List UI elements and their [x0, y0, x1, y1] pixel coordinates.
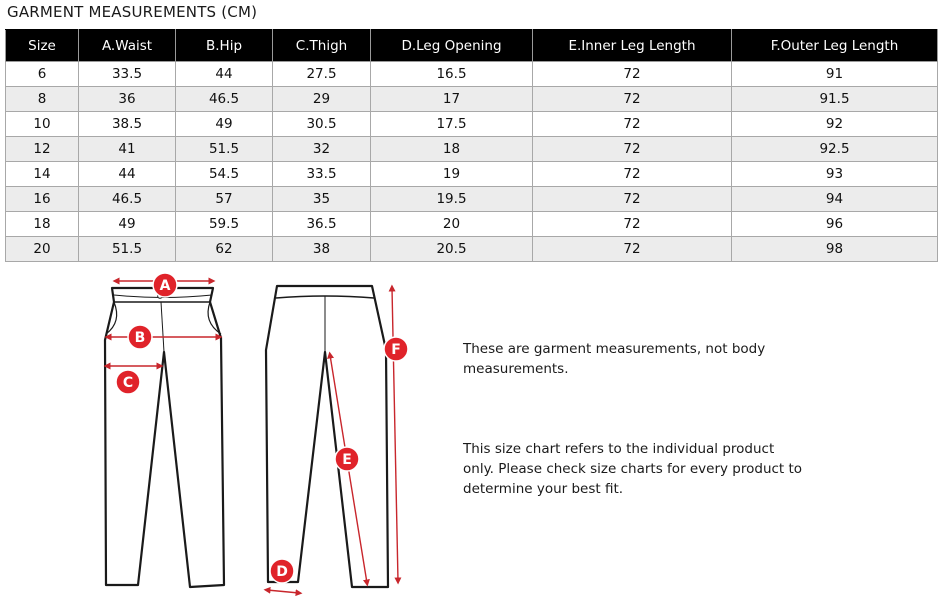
table-cell: 46.5 [176, 87, 273, 112]
table-cell: 72 [533, 62, 732, 87]
pants-front-view [105, 288, 224, 587]
page-title: GARMENT MEASUREMENTS (CM) [7, 3, 258, 21]
table-cell: 30.5 [273, 112, 371, 137]
table-cell: 44 [79, 162, 176, 187]
table-cell: 18 [371, 137, 533, 162]
marker-c-label: C [122, 375, 134, 391]
marker-d [270, 559, 294, 583]
table-cell: 35 [273, 187, 371, 212]
table-cell: 32 [273, 137, 371, 162]
table-cell: 17.5 [371, 112, 533, 137]
table-cell: 51.5 [79, 237, 176, 262]
table-cell: 59.5 [176, 212, 273, 237]
table-cell: 49 [176, 112, 273, 137]
table-cell: 20 [6, 237, 79, 262]
marker-b-label: B [134, 330, 146, 346]
table-cell: 33.5 [273, 162, 371, 187]
marker-a-label: A [159, 278, 171, 294]
table-cell: 51.5 [176, 137, 273, 162]
table-cell: 72 [533, 137, 732, 162]
marker-e [335, 447, 359, 471]
marker-f-label: F [391, 342, 401, 358]
garment-measurement-note: These are garment measurements, not body measurements. [463, 341, 766, 377]
marker-b [128, 325, 152, 349]
table-cell: 16 [6, 187, 79, 212]
table-cell: 33.5 [79, 62, 176, 87]
leg-opening-measure-line [267, 590, 299, 593]
table-cell: 46.5 [79, 187, 176, 212]
table-cell: 14 [6, 162, 79, 187]
table-row [6, 112, 938, 137]
table-cell: 57 [176, 187, 273, 212]
pants-back-view [266, 286, 388, 587]
marker-d-label: D [276, 564, 288, 580]
table-cell: 72 [533, 237, 732, 262]
table-cell: 92 [732, 112, 938, 137]
table-cell: 38 [273, 237, 371, 262]
outer-leg-measure-line [392, 288, 398, 581]
table-cell: 72 [533, 112, 732, 137]
size-chart-table [5, 29, 938, 262]
marker-a [153, 273, 177, 297]
table-cell: 27.5 [273, 62, 371, 87]
table-cell: 29 [273, 87, 371, 112]
table-cell: 8 [6, 87, 79, 112]
table-cell: 91.5 [732, 87, 938, 112]
column-header-waist: A.Waist [79, 30, 176, 62]
table-cell: 98 [732, 237, 938, 262]
table-cell: 12 [6, 137, 79, 162]
table-cell: 94 [732, 187, 938, 212]
table-row [6, 87, 938, 112]
column-header-hip: B.Hip [176, 30, 273, 62]
column-header-outer-leg: F.Outer Leg Length [732, 30, 938, 62]
marker-c [116, 370, 140, 394]
table-cell: 17 [371, 87, 533, 112]
table-header-row [6, 30, 938, 62]
table-cell: 54.5 [176, 162, 273, 187]
column-header-thigh: C.Thigh [273, 30, 371, 62]
table-cell: 36 [79, 87, 176, 112]
column-header-size: Size [6, 30, 79, 62]
table-cell: 19.5 [371, 187, 533, 212]
table-cell: 72 [533, 187, 732, 212]
column-header-leg-opening: D.Leg Opening [371, 30, 533, 62]
table-cell: 41 [79, 137, 176, 162]
table-row [6, 137, 938, 162]
table-cell: 6 [6, 62, 79, 87]
table-cell: 49 [79, 212, 176, 237]
table-row [6, 62, 938, 87]
table-row [6, 237, 938, 262]
table-cell: 18 [6, 212, 79, 237]
size-chart-disclaimer: This size chart refers to the individual product only. Please check size charts for every product to determine your best fit. [463, 441, 803, 497]
table-cell: 91 [732, 62, 938, 87]
table-cell: 96 [732, 212, 938, 237]
table-row [6, 212, 938, 237]
table-cell: 38.5 [79, 112, 176, 137]
table-cell: 62 [176, 237, 273, 262]
table-cell: 72 [533, 162, 732, 187]
table-cell: 44 [176, 62, 273, 87]
table-row [6, 187, 938, 212]
table-row [6, 162, 938, 187]
pants-measurement-diagram [0, 262, 440, 601]
table-cell: 20.5 [371, 237, 533, 262]
table-cell: 92.5 [732, 137, 938, 162]
table-cell: 93 [732, 162, 938, 187]
table-cell: 16.5 [371, 62, 533, 87]
table-cell: 19 [371, 162, 533, 187]
table-cell: 10 [6, 112, 79, 137]
marker-e-label: E [342, 452, 352, 468]
table-cell: 72 [533, 87, 732, 112]
table-cell: 72 [533, 212, 732, 237]
table-cell: 36.5 [273, 212, 371, 237]
marker-f [384, 337, 408, 361]
column-header-inner-leg: E.Inner Leg Length [533, 30, 732, 62]
table-cell: 20 [371, 212, 533, 237]
